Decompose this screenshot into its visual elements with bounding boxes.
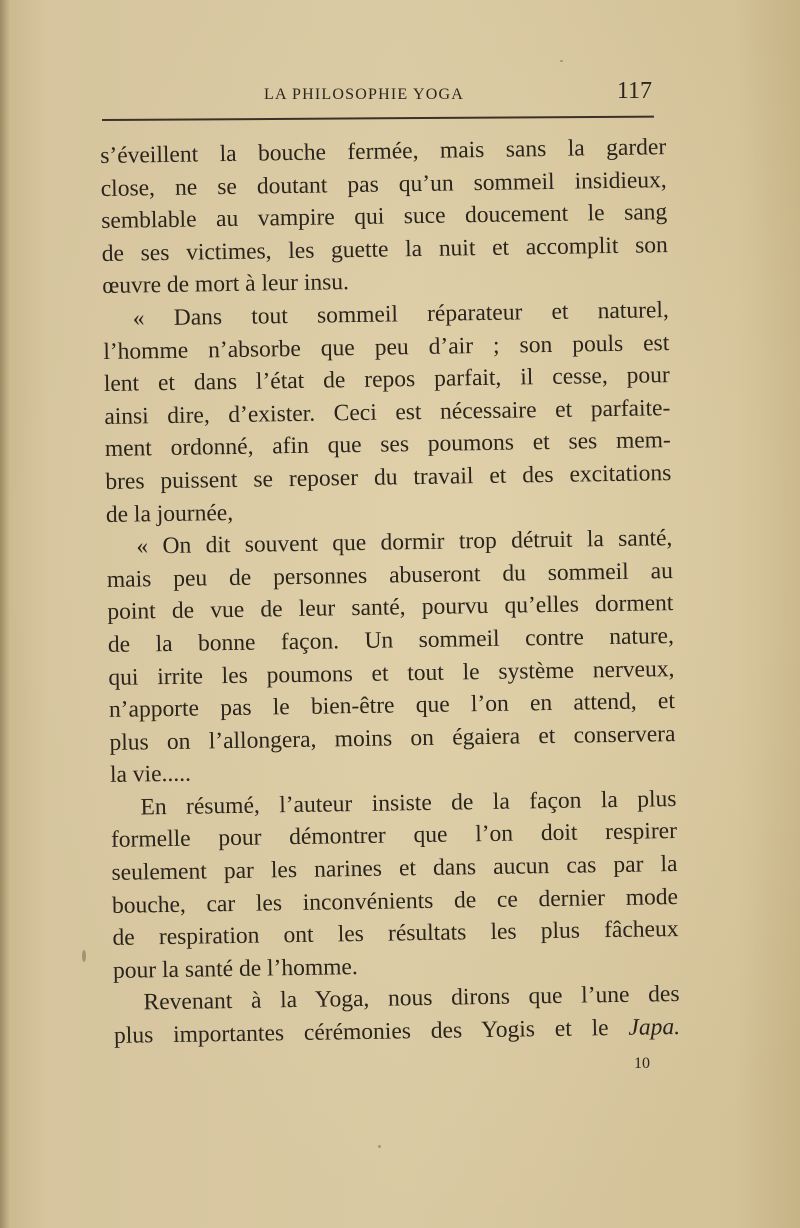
text-line: œuvre de mort à leur insu. [102,269,350,300]
text-line: seulement par les narines et dans aucun cas par la [111,851,678,886]
text-line: ment ordonné, afin que ses poumons et ses mem- [104,427,671,463]
header-rule [102,116,654,121]
text-line: de ses victimes, les guette la nuit et accomplit son [101,231,668,267]
text-line: plus importantes cérémonies des Yogis et le Japa. [113,1014,681,1049]
running-title: LA PHILOSOPHIE YOGA [264,86,464,103]
text-line: lent et dans l’état de repos parfait, il cesse, pour [103,362,670,398]
text-line: qui irrite les poumons et tout le système nerveux, [108,655,675,691]
text-line: En résumé, l’auteur insiste de la façon la plus [140,785,677,821]
text-line: semblable au vampire qui suce doucement le sang [101,199,668,235]
body-text [100,131,680,1052]
text-line: l’homme n’absorbe que peu d’air ; son pouls est [103,329,670,365]
text-line: bouche, car les inconvénients de ce dernier mode [111,883,679,919]
text-line: formelle pour démontrer que l’on doit respirer [110,818,678,854]
text-line: mais peu de personnes abuseront du sommeil au [106,557,674,593]
text-line: s’éveillent la bouche fermée, mais sans la garder [100,134,667,169]
text-line: plus on l’allongera, moins on égaiera et conservera [109,720,676,756]
text-line: la vie..... [109,760,192,789]
paper-speck [560,60,563,62]
text-line: de la journée, [105,499,234,528]
text-line: « On dit souvent que dormir trop détruit la santé, [136,525,673,560]
text-line: pour la santé de l’homme. [112,953,358,984]
paper-speck [82,950,86,962]
text-line: bres puissent se reposer du travail et des excitations [105,460,672,495]
page-number: 117 [616,78,652,104]
text-line: point de vue de leur santé, pourvu qu’elles dorment [107,590,674,626]
paper-speck [378,1145,381,1148]
text-line: de la bonne façon. Un sommeil contre nature, [107,622,675,658]
text-line: « Dans tout sommeil réparateur et naturel, [132,297,669,332]
text-line: Revenant à la Yoga, nous dirons que l’une des [143,981,680,1016]
text-line: ainsi dire, d’exister. Ceci est nécessaire et parfaite- [104,394,671,430]
running-header [100,76,654,116]
page-spine-shadow [0,0,10,1228]
text-line: de respiration ont les résultats les plus fâcheux [112,916,679,952]
signature-mark: 10 [634,1055,650,1072]
text-line: n’apporte pas le bien-être que l’on en attend, et [108,688,676,724]
italic-term: Japa. [628,1014,681,1041]
text-line: close, ne se doutant pas qu’un sommeil insidieux, [100,166,667,202]
